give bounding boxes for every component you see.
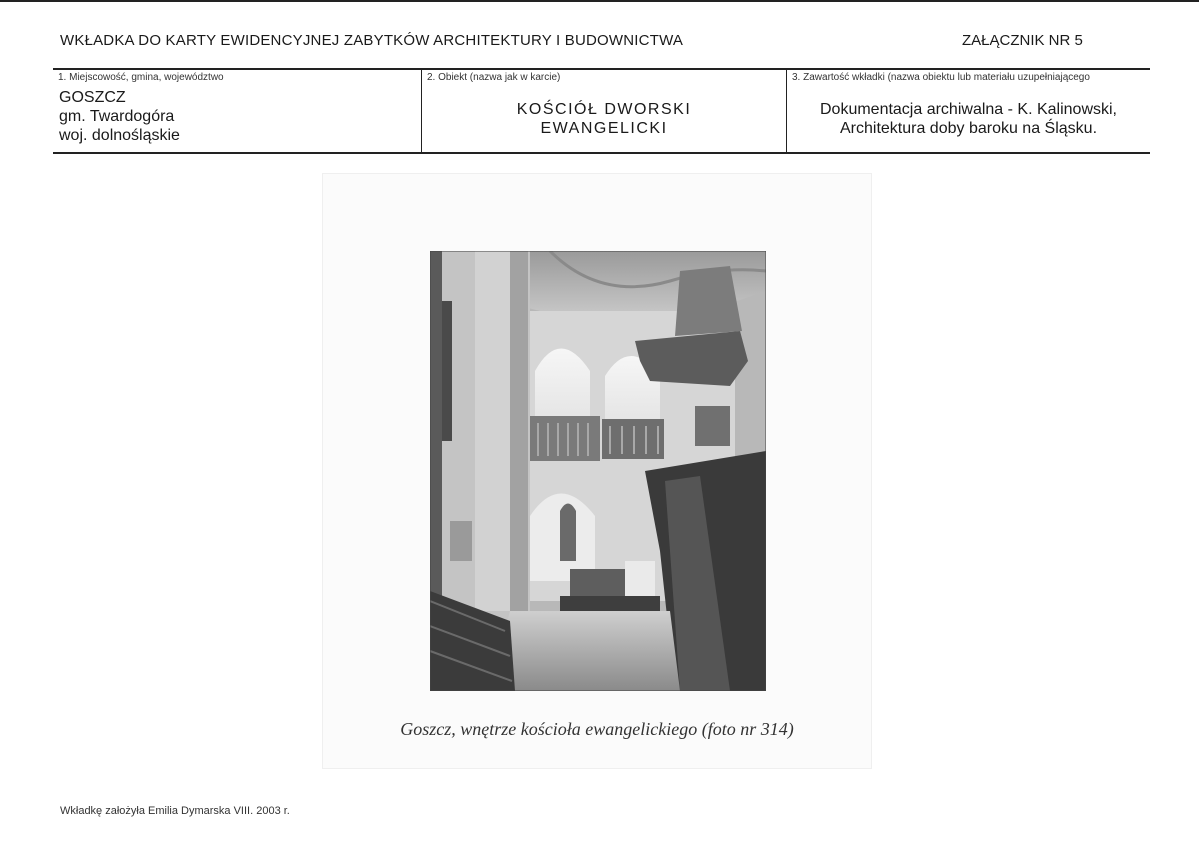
photo-caption: Goszcz, wnętrze kościoła ewangelickiego (foto nr 314) bbox=[400, 719, 794, 739]
author-note: Wkładkę założyła Emilia Dymarska VIII. 2003 r. bbox=[60, 805, 290, 817]
location-line-town: GOSZCZ bbox=[59, 89, 126, 106]
top-rule bbox=[0, 0, 1199, 2]
annex-number: ZAŁĄCZNIK NR 5 bbox=[962, 32, 1083, 49]
location-cell bbox=[53, 70, 422, 154]
church-interior-photo bbox=[430, 251, 766, 691]
object-line-1: KOŚCIÓŁ DWORSKI bbox=[516, 101, 692, 118]
content-label: 3. Zawartość wkładki (nazwa obiektu lub materiału uzupełniającego bbox=[792, 72, 1090, 83]
content-value bbox=[787, 100, 1150, 138]
object-label: 2. Obiekt (nazwa jak w karcie) bbox=[427, 72, 561, 83]
photo-card bbox=[322, 173, 872, 769]
content-line-1: Dokumentacja archiwalna - K. Kalinowski, bbox=[819, 101, 1117, 118]
location-label: 1. Miejscowość, gmina, województwo bbox=[58, 72, 224, 83]
info-table bbox=[53, 68, 1150, 154]
object-cell bbox=[422, 70, 787, 154]
location-line-commune: gm. Twardogóra bbox=[59, 108, 175, 125]
object-line-2: EWANGELICKI bbox=[540, 120, 668, 137]
location-value bbox=[59, 88, 180, 145]
document-title: WKŁADKA DO KARTY EWIDENCYJNEJ ZABYTKÓW ARCHITEKTURY I BUDOWNICTWA bbox=[60, 32, 684, 49]
object-value bbox=[422, 100, 786, 138]
content-cell bbox=[787, 70, 1150, 154]
content-line-2: Architektura doby baroku na Śląsku. bbox=[839, 120, 1098, 137]
location-line-voivodeship: woj. dolnośląskie bbox=[59, 127, 180, 144]
